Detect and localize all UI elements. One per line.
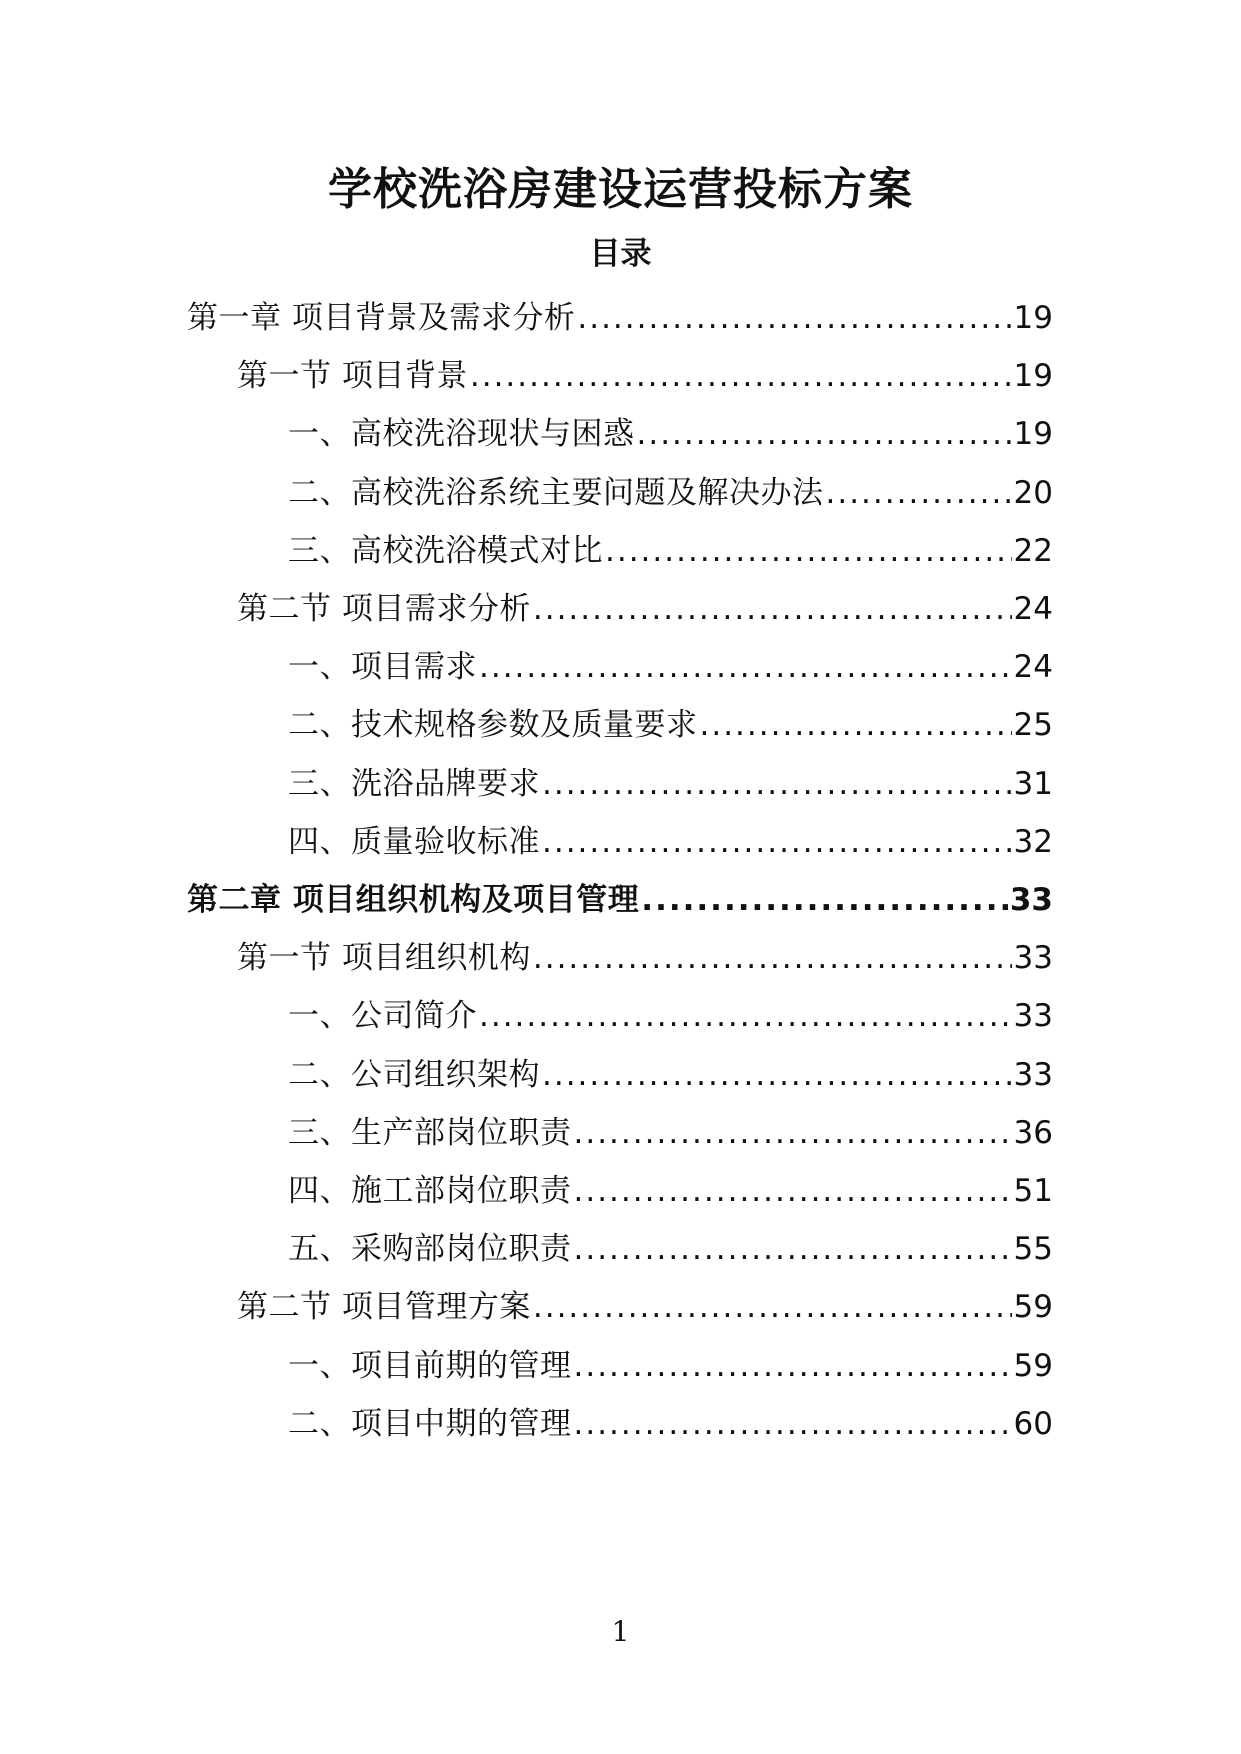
toc-entry[interactable] [237, 934, 1053, 982]
toc-dot-leader [574, 1109, 1012, 1157]
toc-entry-title: 三、洗浴品牌要求 [288, 765, 540, 802]
toc-entry[interactable] [288, 1051, 1053, 1099]
toc-entry-title: 第一章 项目背景及需求分析 [187, 300, 576, 336]
toc-heading: 目录 [589, 236, 652, 272]
toc-entry[interactable] [288, 410, 1053, 458]
toc-entry-title: 三、生产部岗位职责 [288, 1114, 572, 1151]
toc-entry-page: 51 [1013, 1173, 1053, 1209]
toc-entry-page: 33 [1013, 998, 1053, 1035]
toc-dot-leader [605, 527, 1012, 575]
toc-entry[interactable] [288, 527, 1053, 575]
document-title: 学校洗浴房建设运营投标方案 [328, 164, 913, 215]
toc-entry[interactable] [288, 469, 1053, 517]
toc-entry-title: 二、技术规格参数及质量要求 [288, 707, 698, 744]
toc-entry[interactable] [288, 760, 1053, 808]
toc-entry-title: 二、高校洗浴系统主要问题及解决办法 [288, 474, 824, 511]
toc-entry-title: 一、高校洗浴现状与困惑 [288, 416, 635, 453]
toc-dot-leader [637, 410, 1012, 458]
toc-entry-title: 第一节 项目背景 [237, 358, 468, 395]
toc-entry-page: 59 [1013, 1347, 1053, 1384]
toc-entry-page: 25 [1013, 707, 1053, 744]
toc-entry[interactable] [187, 294, 1053, 342]
toc-entry-page: 31 [1013, 765, 1053, 802]
toc-entry[interactable] [288, 1342, 1053, 1390]
toc-dot-leader [542, 818, 1012, 866]
toc-entry-page: 55 [1013, 1231, 1053, 1268]
toc-dot-leader [542, 760, 1012, 808]
toc-entry-page: 60 [1013, 1405, 1053, 1442]
toc-entry-title: 二、项目中期的管理 [288, 1405, 572, 1442]
toc-entry-page: 33 [1009, 882, 1053, 918]
toc-entry-page: 32 [1013, 823, 1053, 860]
toc-entry-title: 四、施工部岗位职责 [288, 1173, 572, 1209]
toc-entry[interactable] [288, 992, 1053, 1040]
toc-dot-leader [574, 1400, 1012, 1448]
toc-entry[interactable] [288, 701, 1053, 749]
toc-dot-leader [533, 934, 1012, 982]
toc-entry-page: 20 [1013, 474, 1053, 511]
toc-dot-leader [826, 469, 1012, 517]
toc-entry-page: 33 [1013, 940, 1053, 977]
toc-entry-page: 24 [1013, 649, 1053, 686]
toc-entry[interactable] [237, 585, 1053, 633]
toc-dot-leader [574, 1167, 1012, 1215]
toc-dot-leader [533, 1283, 1012, 1331]
toc-dot-leader [574, 1225, 1012, 1273]
toc-dot-leader [470, 352, 1012, 400]
toc-entry-page: 33 [1013, 1056, 1053, 1093]
toc-entry-page: 19 [1013, 416, 1053, 453]
toc-dot-leader [577, 294, 1011, 342]
toc-entry-title: 第二章 项目组织机构及项目管理 [187, 882, 640, 918]
toc-dot-leader [479, 643, 1012, 691]
toc-entry[interactable] [288, 818, 1053, 866]
toc-entry-title: 第二节 项目管理方案 [237, 1289, 531, 1326]
toc-dot-leader [533, 585, 1012, 633]
toc-dot-leader [542, 1051, 1012, 1099]
toc-entry-title: 五、采购部岗位职责 [288, 1231, 572, 1268]
toc-entry-title: 第二节 项目需求分析 [237, 591, 531, 627]
toc-entry-page: 59 [1013, 1289, 1053, 1326]
toc-entry-title: 一、项目前期的管理 [288, 1347, 572, 1384]
toc-entry[interactable] [288, 1400, 1053, 1448]
toc-entry[interactable] [288, 1225, 1053, 1273]
toc-entry[interactable] [288, 643, 1053, 691]
toc-entry[interactable] [237, 1283, 1053, 1331]
toc-dot-leader [479, 992, 1012, 1040]
toc-entry-title: 二、公司组织架构 [288, 1056, 540, 1093]
toc-entry-page: 36 [1013, 1114, 1053, 1151]
toc-entry-title: 四、质量验收标准 [288, 823, 540, 860]
toc-entry-page: 19 [1013, 300, 1053, 336]
toc-entry-page: 24 [1013, 591, 1053, 627]
toc-entry[interactable] [288, 1109, 1053, 1157]
toc-entry[interactable] [237, 352, 1053, 400]
toc-entry-title: 三、高校洗浴模式对比 [288, 532, 603, 569]
toc-dot-leader [700, 701, 1012, 749]
toc-entry-title: 一、项目需求 [288, 649, 477, 686]
toc-entry-title: 第一节 项目组织机构 [237, 940, 531, 977]
toc-entry-page: 19 [1013, 358, 1053, 395]
toc-dot-leader [574, 1342, 1012, 1390]
toc-entry[interactable] [288, 1167, 1053, 1215]
toc-dot-leader [641, 876, 1008, 924]
toc-entry[interactable] [187, 876, 1053, 924]
toc-entry-title: 一、公司简介 [288, 998, 477, 1035]
toc-entry-page: 22 [1013, 532, 1053, 569]
page-number: 1 [611, 1615, 630, 1648]
